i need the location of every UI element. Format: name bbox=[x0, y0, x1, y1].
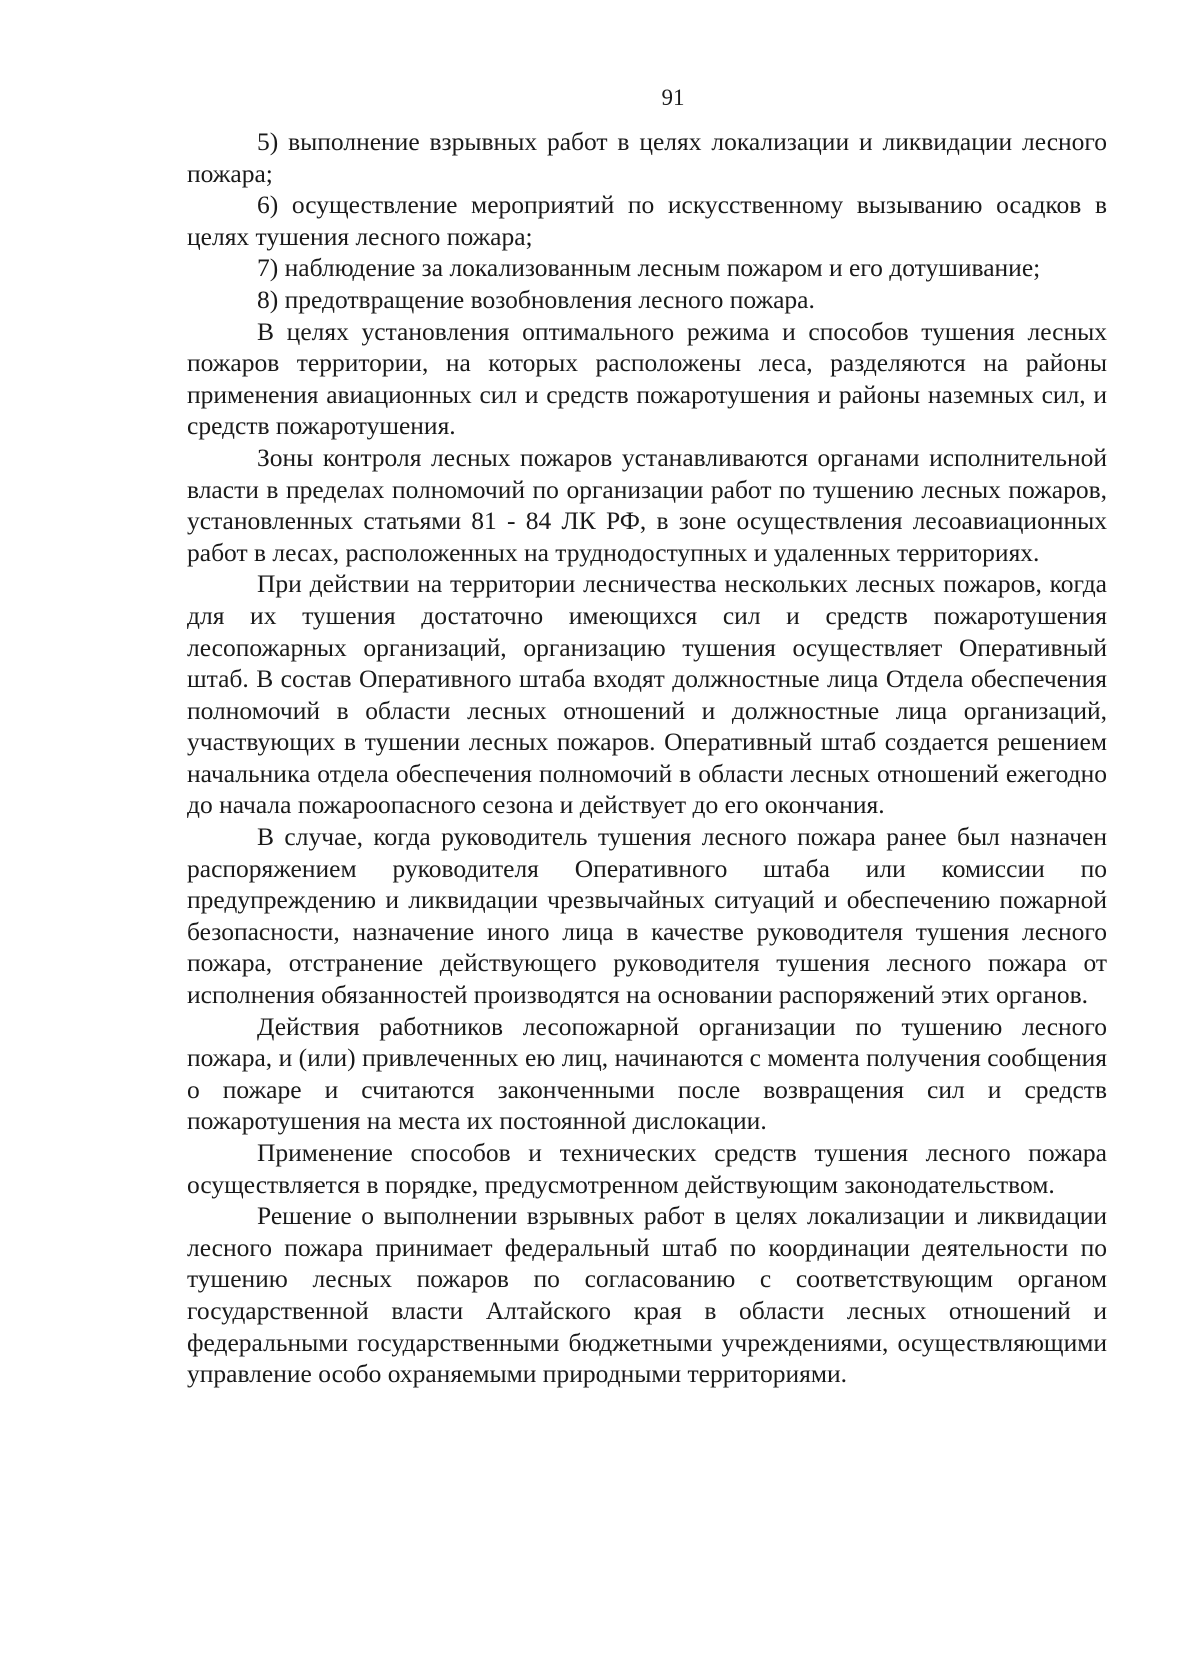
paragraph-methods: Применение способов и технических средств тушения лесного пожара осуществляется в порядке, предусмотренном действующим законодательством. bbox=[187, 1138, 1107, 1199]
paragraph-item-7: 7) наблюдение за локализованным лесным пожаром и его дотушивание; bbox=[257, 253, 1041, 283]
page-number: 91 bbox=[661, 85, 685, 110]
paragraph-fire-leader: В случае, когда руководитель тушения лесного пожара ранее был назначен распоряжением руководителя Оперативного штаба или комиссии по предупреждению и ликвидации чрезвычайных ситуаций и обеспечению пожарной безопасности, назначение иного лица в качестве руководителя тушения лесного пожара, отстранение действующего руководителя тушения лесного пожара от исполнения обязанностей производятся на основании распоряжений этих органов. bbox=[187, 822, 1107, 1010]
paragraph-worker-actions: Действия работников лесопожарной организации по тушению лесного пожара, и (или) привлеченных ею лиц, начинаются с момента получения сообщения о пожаре и считаются законченными после возвращения сил и средств пожаротушения на места их постоянной дислокации. bbox=[187, 1011, 1107, 1136]
paragraph-operational-hq: При действии на территории лесничества нескольких лесных пожаров, когда для их тушения достаточно имеющихся сил и средств пожаротушения лесопожарных организаций, организацию тушения осуществляет Оперативный штаб. В состав Оперативного штаба входят должностные лица Отдела обеспечения полномочий в области лесных отношений и должностные лица организаций, участвующих в тушении лесных пожаров. Оперативный штаб создается решением начальника отдела обеспечения полномочий в области лесных отношений ежегодно до начала пожароопасного сезона и действует до его окончания. bbox=[187, 569, 1107, 820]
paragraph-item-6: 6) осуществление мероприятий по искусственному вызыванию осадков в целях тушения лесного пожара; bbox=[187, 190, 1107, 251]
paragraph-control-zones: Зоны контроля лесных пожаров устанавливаются органами исполнительной власти в пределах полномочий по организации работ по тушению лесных пожаров, установленных статьями 81 - 84 ЛК РФ, в зоне осуществления лесоавиационных работ в лесах, расположенных на труднодоступных и удаленных территориях. bbox=[187, 442, 1107, 567]
paragraph-item-5: 5) выполнение взрывных работ в целях локализации и ликвидации лесного пожара; bbox=[187, 127, 1107, 188]
document-body bbox=[187, 126, 1107, 1390]
paragraph-fire-regions: В целях установления оптимального режима и способов тушения лесных пожаров территории, на которых расположены леса, разделяются на районы применения авиационных сил и средств пожаротушения и районы наземных сил, и средств пожаротушения. bbox=[187, 316, 1107, 441]
paragraph-blasting-decision: Решение о выполнении взрывных работ в целях локализации и ликвидации лесного пожара принимает федеральный штаб по координации деятельности по тушению лесных пожаров по согласованию с соответствующим органом государственной власти Алтайского края в области лесных отношений и федеральными государственными бюджетными учреждениями, осуществляющими управление особо охраняемыми природными территориями. bbox=[187, 1201, 1107, 1389]
paragraph-item-8: 8) предотвращение возобновления лесного пожара. bbox=[257, 284, 815, 314]
